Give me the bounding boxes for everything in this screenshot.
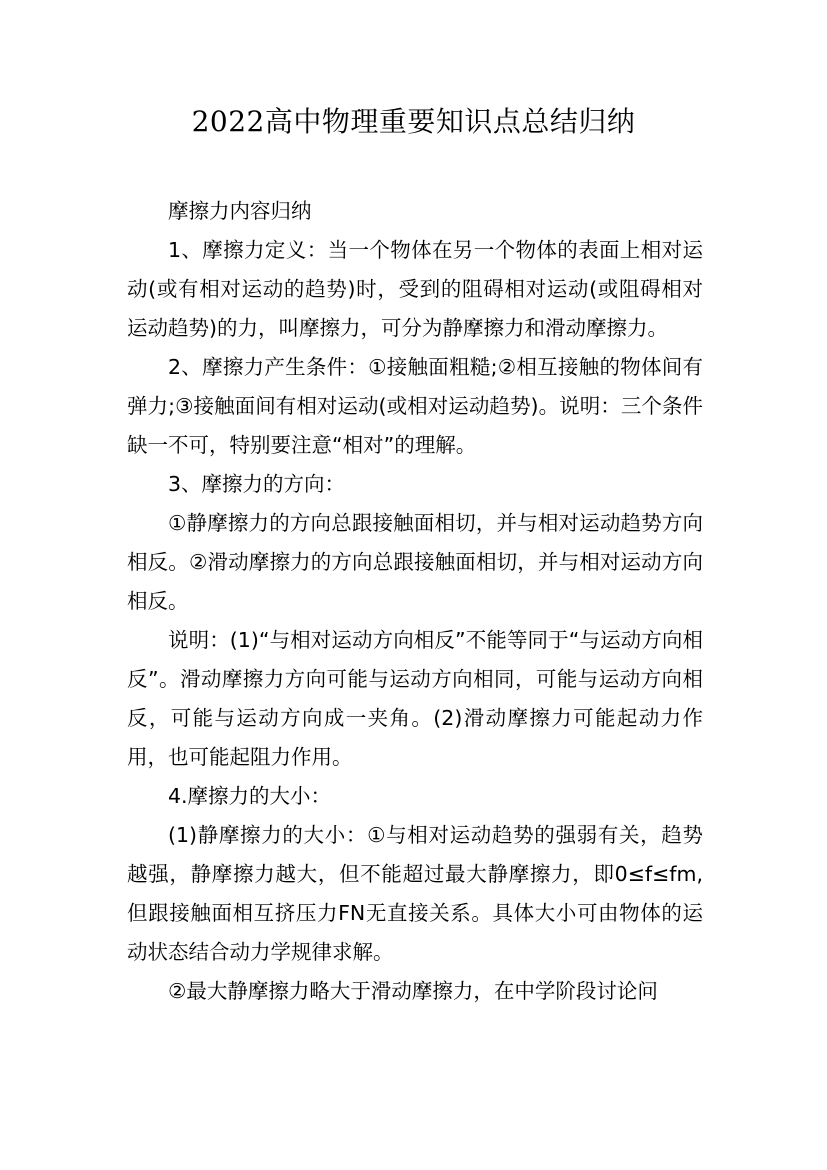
paragraph-direction-heading: 3、摩擦力的方向：	[168, 472, 346, 496]
paragraph-magnitude-heading: 4.摩擦力的大小：	[168, 784, 332, 808]
document-body	[127, 192, 703, 1011]
paragraph-friction-conditions: 2、摩擦力产生条件：①接触面粗糙;②相互接触的物体间有弹力;③接触面间有相对运动(或相对运动趋势)。说明：三个条件缺一不可，特别要注意“相对”的理解。	[127, 355, 703, 457]
paragraph-direction-detail: ①静摩擦力的方向总跟接触面相切，并与相对运动趋势方向相反。②滑动摩擦力的方向总跟接触面相切，并与相对运动方向相反。	[127, 511, 703, 613]
section-heading: 摩擦力内容归纳	[168, 199, 312, 223]
paragraph-direction-note: 说明：(1)“与相对运动方向相反”不能等同于“与运动方向相反”。滑动摩擦力方向可能与运动方向相同，可能与运动方向相反，可能与运动方向成一夹角。(2)滑动摩擦力可能起动力作用，也可能起阻力作用。	[127, 628, 703, 769]
paragraph-max-static-friction: ②最大静摩擦力略大于滑动摩擦力，在中学阶段讨论问	[168, 979, 658, 1003]
paragraph-friction-definition: 1、摩擦力定义：当一个物体在另一个物体的表面上相对运动(或有相对运动的趋势)时，受到的阻碍相对运动(或阻碍相对运动趋势)的力，叫摩擦力，可分为静摩擦力和滑动摩擦力。	[127, 238, 703, 340]
paragraph-static-friction-magnitude: (1)静摩擦力的大小：①与相对运动趋势的强弱有关，趋势越强，静摩擦力越大，但不能超过最大静摩擦力，即0≤f≤fm,但跟接触面相互挤压力FN无直接关系。具体大小可由物体的运动状态结合动力学规律求解。	[127, 823, 703, 964]
document-title: 2022高中物理重要知识点总结归纳	[191, 105, 636, 138]
